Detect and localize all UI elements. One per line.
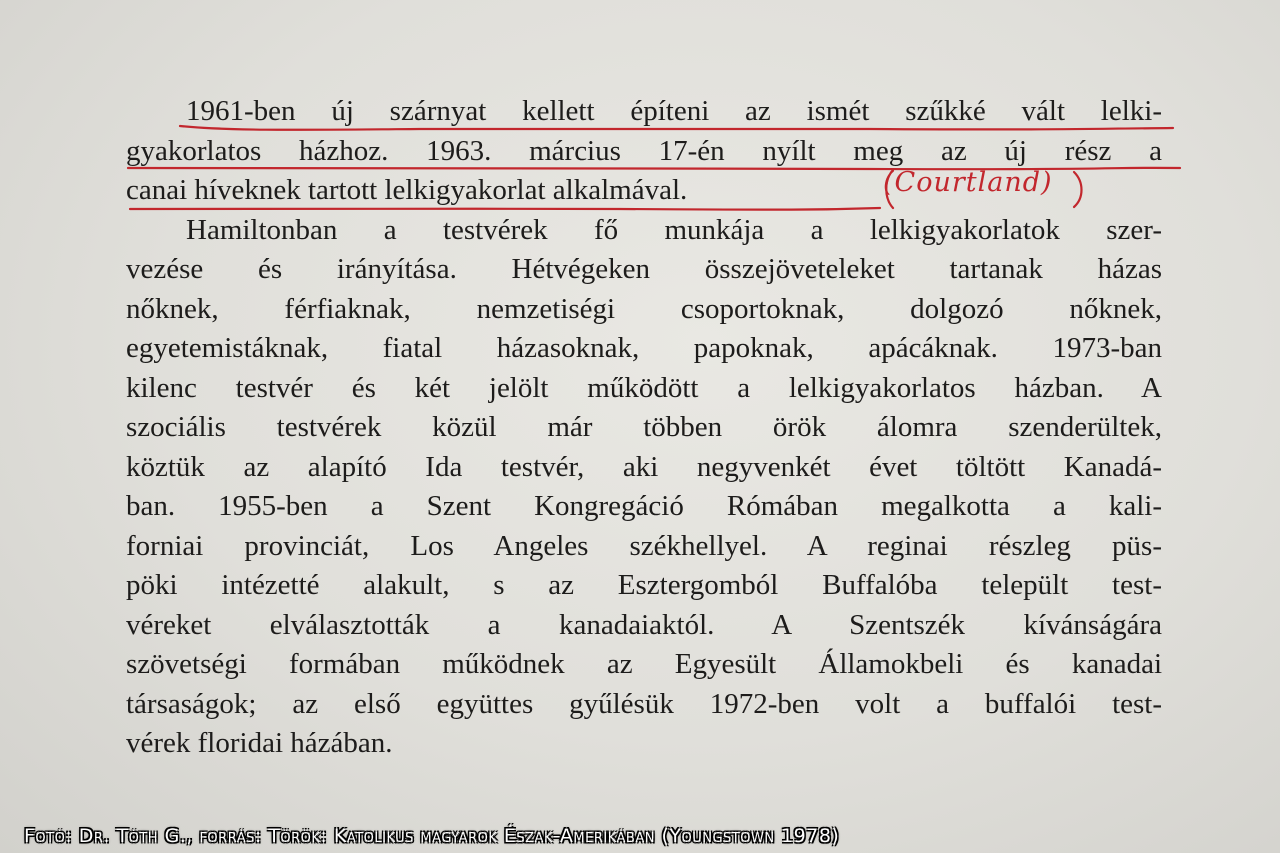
text-line: pöki intézetté alakult, s az Esztergomból Buffalóba települt test-	[126, 569, 1162, 601]
text-line: canai híveknek tartott lelkigyakorlat alkalmával.	[126, 174, 688, 206]
caption-text: Fotó: Dr. Tóth G., forrás: Török: Katolikus magyarok Észak-Amerikában (Youngstown 1978)	[24, 825, 840, 847]
text-line: köztük az alapító Ida testvér, aki negyvenkét évet töltött Kanadá-	[126, 450, 1162, 483]
text-line: társaságok; az első együttes gyűlésük 1972-ben volt a buffalói test-	[126, 687, 1162, 720]
text-line: egyetemistáknak, fiatal házasoknak, papoknak, apácáknak. 1973-ban	[126, 332, 1162, 364]
text-line: 1961-ben új szárnyat kellett építeni az ismét szűkké vált lelki-	[186, 95, 1162, 127]
text-line: szövetségi formában működnek az Egyesült Államokbeli és kanadai	[126, 648, 1162, 680]
text-line: vérek floridai házában.	[126, 727, 393, 759]
text-line: kilenc testvér és két jelölt működött a lelkigyakorlatos házban. A	[126, 371, 1162, 404]
photo-credit-caption	[0, 819, 1280, 853]
text-line: szociális testvérek közül már többen örök álomra szenderültek,	[126, 411, 1162, 443]
text-line: véreket elválasztották a kanadaiaktól. A Szentszék kívánságára	[126, 608, 1162, 641]
handwritten-note: (Courtland)	[883, 167, 1053, 198]
text-line: ban. 1955-ben a Szent Kongregáció Rómában megalkotta a kali-	[126, 490, 1162, 522]
text-line: gyakorlatos házhoz. 1963. március 17-én nyílt meg az új rész a	[126, 134, 1162, 167]
text-line: nőknek, férfiaknak, nemzetiségi csoportoknak, dolgozó nőknek,	[126, 292, 1162, 325]
text-line: Hamiltonban a testvérek fő munkája a lelkigyakorlatok szer-	[186, 213, 1162, 246]
text-line: forniai provinciát, Los Angeles székhellyel. A reginai részleg püs-	[126, 529, 1162, 562]
text-line: vezése és irányítása. Hétvégeken összejöveteleket tartanak házas	[126, 253, 1162, 285]
